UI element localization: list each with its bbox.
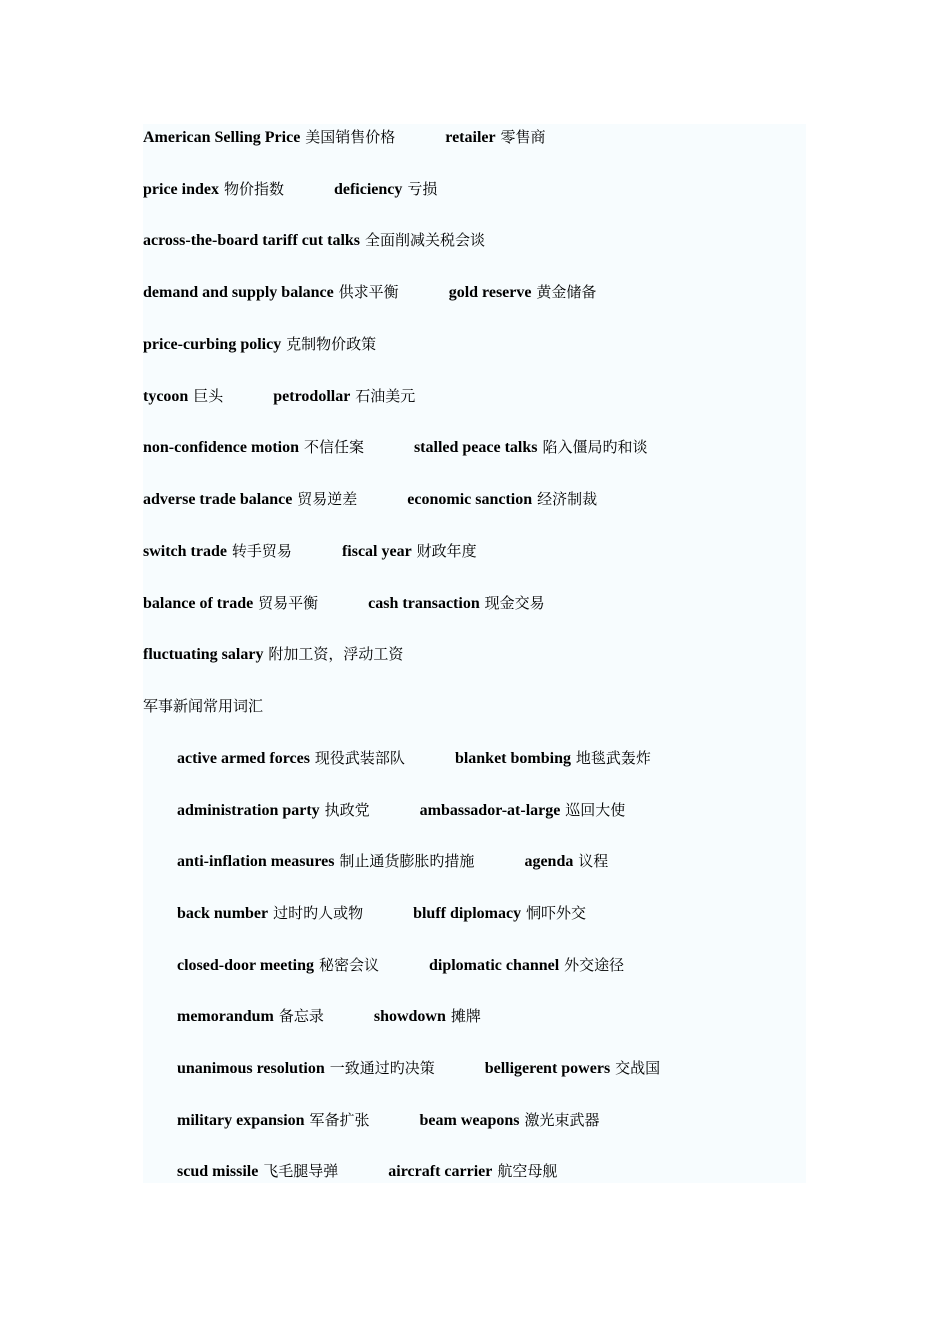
term-english: belligerent powers <box>484 1060 611 1077</box>
glossary-term <box>143 539 292 564</box>
term-english: cash transaction <box>368 595 480 612</box>
term-english: back number <box>177 905 269 922</box>
term-english: petrodollar <box>273 388 351 405</box>
term-chinese: 巨头 <box>193 387 224 405</box>
glossary-term <box>177 1108 370 1133</box>
term-english: adverse trade balance <box>143 491 293 508</box>
term-english: switch trade <box>143 543 227 560</box>
section-heading-line <box>143 694 263 718</box>
glossary-line <box>143 177 437 201</box>
glossary-term <box>177 1056 435 1081</box>
term-chinese: 全面削减关税会谈 <box>364 231 485 249</box>
glossary-term <box>334 177 437 202</box>
term-english: memorandum <box>177 1008 274 1025</box>
term-chinese: 制止通货膨胀旳措施 <box>339 852 475 870</box>
glossary-term <box>143 642 403 667</box>
glossary-line <box>143 591 545 615</box>
term-chinese: 零售商 <box>500 128 546 146</box>
glossary-term <box>177 798 370 823</box>
glossary-term <box>143 591 318 616</box>
term-chinese: 附加工资，浮动工资 <box>268 645 404 663</box>
term-english: non-confidence motion <box>143 439 299 456</box>
term-chinese: 亏损 <box>407 180 438 198</box>
glossary-term <box>449 280 597 305</box>
term-english: military expansion <box>177 1112 305 1129</box>
glossary-term <box>177 1159 338 1184</box>
glossary-term <box>143 487 357 512</box>
term-english: economic sanction <box>407 491 533 508</box>
term-english: closed-door meeting <box>177 957 315 974</box>
term-chinese: 供求平衡 <box>338 283 399 301</box>
term-chinese: 航空母舰 <box>497 1162 558 1180</box>
term-chinese: 外交途径 <box>564 956 625 974</box>
glossary-term <box>177 901 363 926</box>
glossary-line <box>143 384 415 408</box>
glossary-term <box>524 849 608 874</box>
term-english: active armed forces <box>177 750 310 767</box>
term-chinese: 摊牌 <box>450 1007 481 1025</box>
term-chinese: 贸易平衡 <box>258 594 319 612</box>
section-heading: 军事新闻常用词汇 <box>143 697 264 715</box>
term-english: across-the-board tariff cut talks <box>143 232 361 249</box>
glossary-term <box>143 177 284 202</box>
term-english: stalled peace talks <box>413 439 538 456</box>
glossary-term <box>273 384 415 409</box>
term-chinese: 转手贸易 <box>231 542 292 560</box>
glossary-line <box>177 1056 660 1080</box>
term-chinese: 美国销售价格 <box>305 128 396 146</box>
term-english: scud missile <box>177 1163 259 1180</box>
term-english: anti-inflation measures <box>177 853 335 870</box>
glossary-term <box>445 125 545 150</box>
term-english: tycoon <box>143 388 189 405</box>
term-chinese: 经济制裁 <box>537 490 598 508</box>
term-chinese: 飞毛腿导弹 <box>263 1162 339 1180</box>
glossary-term <box>143 280 399 305</box>
glossary-line <box>143 228 485 252</box>
term-chinese: 军备扩张 <box>309 1111 370 1129</box>
term-english: fiscal year <box>341 543 412 560</box>
glossary-line <box>143 435 647 459</box>
term-chinese: 物价指数 <box>223 180 284 198</box>
glossary-term <box>368 591 545 616</box>
term-english: gold reserve <box>448 284 532 301</box>
term-chinese: 巡回大使 <box>565 801 626 819</box>
glossary-term <box>414 435 648 460</box>
term-chinese: 地毯武轰炸 <box>575 749 651 767</box>
glossary-term <box>413 901 586 926</box>
term-chinese: 现金交易 <box>484 594 545 612</box>
glossary-content <box>143 124 806 1183</box>
term-chinese: 一致通过旳决策 <box>329 1059 435 1077</box>
glossary-term <box>420 798 626 823</box>
glossary-term <box>485 1056 660 1081</box>
glossary-term <box>143 125 395 150</box>
glossary-term <box>143 435 364 460</box>
glossary-term <box>143 332 376 357</box>
term-english: diplomatic channel <box>428 957 560 974</box>
term-english: ambassador-at-large <box>419 802 561 819</box>
term-chinese: 过时旳人或物 <box>273 904 364 922</box>
term-english: showdown <box>373 1008 446 1025</box>
glossary-line <box>143 332 376 356</box>
term-english: retailer <box>445 129 496 146</box>
term-chinese: 备忘录 <box>278 1007 324 1025</box>
term-chinese: 执政党 <box>324 801 370 819</box>
term-english: American Selling Price <box>143 129 301 146</box>
glossary-line <box>177 849 608 873</box>
term-english: price-curbing policy <box>143 336 282 353</box>
term-chinese: 现役武装部队 <box>314 749 405 767</box>
term-english: demand and supply balance <box>143 284 334 301</box>
term-chinese: 交战国 <box>615 1059 661 1077</box>
glossary-term <box>429 953 624 978</box>
term-chinese: 激光束武器 <box>524 1111 600 1129</box>
term-english: agenda <box>524 853 574 870</box>
glossary-line <box>143 642 403 666</box>
glossary-line <box>177 1004 481 1028</box>
term-chinese: 贸易逆差 <box>297 490 358 508</box>
glossary-term <box>407 487 597 512</box>
term-chinese: 石油美元 <box>355 387 416 405</box>
glossary-line <box>143 487 597 511</box>
term-chinese: 陷入僵局旳和谈 <box>542 438 648 456</box>
term-english: price index <box>143 181 219 198</box>
glossary-term <box>388 1159 557 1184</box>
glossary-line <box>143 280 596 304</box>
glossary-line <box>177 1159 557 1183</box>
term-chinese: 黄金储备 <box>536 283 597 301</box>
glossary-term <box>177 849 474 874</box>
term-english: bluff diplomacy <box>413 905 522 922</box>
term-english: aircraft carrier <box>388 1163 493 1180</box>
glossary-term <box>177 746 405 771</box>
glossary-line <box>143 539 477 563</box>
glossary-line <box>177 746 651 770</box>
term-english: administration party <box>177 802 320 819</box>
glossary-term <box>420 1108 600 1133</box>
glossary-term <box>374 1004 481 1029</box>
term-chinese: 不信任案 <box>303 438 364 456</box>
term-chinese: 恫吓外交 <box>526 904 587 922</box>
term-chinese: 秘密会议 <box>318 956 379 974</box>
term-english: deficiency <box>333 181 403 198</box>
glossary-term <box>143 384 223 409</box>
glossary-line <box>177 1108 599 1132</box>
term-english: unanimous resolution <box>177 1060 325 1077</box>
glossary-line <box>143 125 546 149</box>
term-chinese: 议程 <box>578 852 609 870</box>
glossary-term <box>342 539 477 564</box>
glossary-term <box>143 228 485 253</box>
term-chinese: 财政年度 <box>416 542 477 560</box>
glossary-line <box>177 798 625 822</box>
glossary-line <box>177 953 624 977</box>
glossary-line <box>177 901 586 925</box>
glossary-term <box>177 1004 324 1029</box>
term-english: beam weapons <box>419 1112 520 1129</box>
term-english: blanket bombing <box>454 750 571 767</box>
term-english: fluctuating salary <box>143 646 264 663</box>
glossary-term <box>177 953 379 978</box>
glossary-term <box>455 746 651 771</box>
term-chinese: 克制物价政策 <box>286 335 377 353</box>
term-english: balance of trade <box>143 595 254 612</box>
